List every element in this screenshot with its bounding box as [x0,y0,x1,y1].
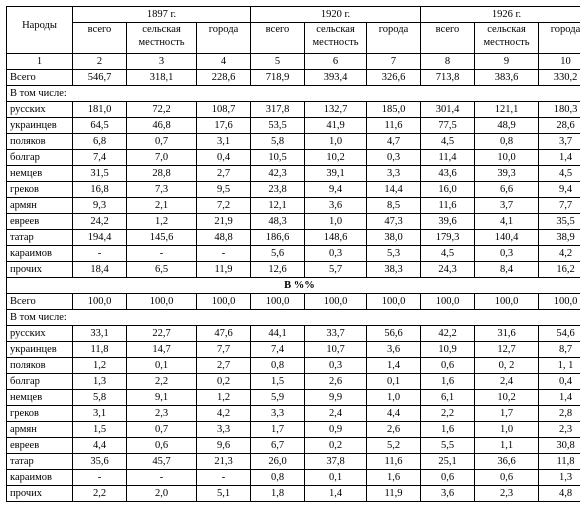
cell-value: 39,1 [305,166,367,182]
row-label: караимов [7,470,73,486]
cell-value: 2,8 [539,406,580,422]
cell-value: 31,5 [73,166,127,182]
cell-value: 11,8 [539,454,580,470]
cell-value: 0,6 [127,438,197,454]
cell-value: 10,2 [475,390,539,406]
row-label: немцев [7,166,73,182]
cell-value: 0,1 [367,374,421,390]
cell-value: 10,9 [421,342,475,358]
cell-value: 3,6 [367,342,421,358]
cell-value: 7,7 [197,342,251,358]
cell-value: 17,6 [197,118,251,134]
section-title-text: В %% [7,278,580,294]
table-row [7,326,580,342]
cell-value: 148,6 [305,230,367,246]
subhead-row-text: В том числе: [7,86,580,102]
cell-value: 140,4 [475,230,539,246]
cell-value: 1,6 [367,470,421,486]
cell-value: 145,6 [127,230,197,246]
header-row-column-numbers [7,54,580,70]
row-label: немцев [7,390,73,406]
subhead-row [7,86,580,102]
table-row [7,118,580,134]
cell-value: 9,4 [539,182,580,198]
cell-value: 186,6 [251,230,305,246]
cell-value: 326,6 [367,70,421,86]
cell-value: 5,1 [197,486,251,502]
cell-value: 1,4 [539,390,580,406]
row-label: русских [7,102,73,118]
cell-value: 5,3 [367,246,421,262]
cell-value: 100,0 [127,294,197,310]
cell-value: 132,7 [305,102,367,118]
cell-value: 100,0 [539,294,580,310]
cell-value: 2,6 [367,422,421,438]
table-row [7,134,580,150]
cell-value: 100,0 [73,294,127,310]
subheader-rural: сельская местность [127,23,197,54]
cell-value: 7,3 [127,182,197,198]
row-label: украинцев [7,118,73,134]
table-row [7,374,580,390]
cell-value: 39,3 [475,166,539,182]
cell-value: 38,9 [539,230,580,246]
cell-value: 4,2 [197,406,251,422]
table-row [7,262,580,278]
cell-value: 4,5 [539,166,580,182]
cell-value: 38,3 [367,262,421,278]
cell-value: 301,4 [421,102,475,118]
cell-value: - [127,246,197,262]
cell-value: 1,2 [73,358,127,374]
cell-value: 6,5 [127,262,197,278]
cell-value: 194,4 [73,230,127,246]
cell-value: 24,3 [421,262,475,278]
table-row [7,390,580,406]
cell-value: 18,4 [73,262,127,278]
cell-value: 2,3 [539,422,580,438]
cell-value: 108,7 [197,102,251,118]
cell-value: 21,9 [197,214,251,230]
cell-value: 0,9 [305,422,367,438]
cell-value: 2,7 [197,166,251,182]
cell-value: 0,3 [305,246,367,262]
cell-value: 72,2 [127,102,197,118]
cell-value: 0,4 [539,374,580,390]
cell-value: 24,2 [73,214,127,230]
cell-value: 4,7 [367,134,421,150]
table-row [7,150,580,166]
cell-value: 47,3 [367,214,421,230]
column-number: 5 [251,54,305,70]
cell-value: 3,7 [475,198,539,214]
cell-value: 185,0 [367,102,421,118]
table-row [7,342,580,358]
cell-value: 44,1 [251,326,305,342]
cell-value: 100,0 [367,294,421,310]
cell-value: 9,5 [197,182,251,198]
cell-value: 42,2 [421,326,475,342]
subheader-urban: города [197,23,251,54]
cell-value: 1, 1 [539,358,580,374]
subheader-urban: города [367,23,421,54]
cell-value: 5,9 [251,390,305,406]
table-row [7,486,580,502]
cell-value: 0,6 [475,470,539,486]
column-number: 7 [367,54,421,70]
cell-value: 0,1 [305,470,367,486]
cell-value: 25,1 [421,454,475,470]
cell-value: 2,6 [305,374,367,390]
row-label: прочих [7,262,73,278]
total-row [7,70,580,86]
cell-value: 0,6 [421,358,475,374]
cell-value: 41,9 [305,118,367,134]
row-label: украинцев [7,342,73,358]
cell-value: 1,7 [475,406,539,422]
cell-value: 1,3 [539,470,580,486]
cell-value: 36,6 [475,454,539,470]
cell-value: 12,7 [475,342,539,358]
table-row [7,182,580,198]
row-label: татар [7,230,73,246]
cell-value: 4,2 [539,246,580,262]
row-label: поляков [7,358,73,374]
header-row-subheaders [7,23,580,54]
cell-value: 28,6 [539,118,580,134]
cell-value: 383,6 [475,70,539,86]
table-row [7,422,580,438]
cell-value: 1,4 [305,486,367,502]
cell-value: 4,5 [421,246,475,262]
cell-value: 48,3 [251,214,305,230]
cell-value: 5,8 [73,390,127,406]
row-label: евреев [7,214,73,230]
cell-value: 1,2 [197,390,251,406]
cell-value: 9,6 [197,438,251,454]
cell-value: 38,0 [367,230,421,246]
cell-value: 0,1 [127,358,197,374]
cell-value: 33,7 [305,326,367,342]
cell-value: - [197,246,251,262]
cell-value: 2,3 [475,486,539,502]
cell-value: - [73,470,127,486]
cell-value: 0,7 [127,422,197,438]
table-row [7,454,580,470]
cell-value: 3,3 [251,406,305,422]
cell-value: 37,8 [305,454,367,470]
subheader-rural: сельская местность [475,23,539,54]
cell-value: 10,2 [305,150,367,166]
row-label: болгар [7,150,73,166]
year-header-1897: 1897 г. [73,7,251,23]
cell-value: 7,4 [251,342,305,358]
cell-value: 9,9 [305,390,367,406]
total-row [7,294,580,310]
cell-value: 1,1 [475,438,539,454]
cell-value: 1,0 [305,134,367,150]
cell-value: 9,4 [305,182,367,198]
cell-value: 3,1 [73,406,127,422]
cell-value: 7,7 [539,198,580,214]
table-row [7,406,580,422]
cell-value: 77,5 [421,118,475,134]
row-label: поляков [7,134,73,150]
cell-value: 5,6 [251,246,305,262]
row-label: Всего [7,294,73,310]
cell-value: 2,0 [127,486,197,502]
cell-value: 2,1 [127,198,197,214]
cell-value: 4,4 [73,438,127,454]
cell-value: 1,8 [251,486,305,502]
cell-value: 100,0 [421,294,475,310]
column-number: 6 [305,54,367,70]
cell-value: 3,3 [367,166,421,182]
cell-value: 64,5 [73,118,127,134]
cell-value: 0,6 [421,470,475,486]
cell-value: 11,9 [197,262,251,278]
cell-value: 11,9 [367,486,421,502]
table-row [7,230,580,246]
population-table [6,6,580,502]
cell-value: 713,8 [421,70,475,86]
subhead-row [7,310,580,326]
cell-value: 22,7 [127,326,197,342]
section-title [7,278,580,294]
cell-value: 1,4 [367,358,421,374]
cell-value: 1,6 [421,422,475,438]
cell-value: 0,8 [251,470,305,486]
cell-value: 1,6 [421,374,475,390]
cell-value: 3,6 [305,198,367,214]
peoples-header: Народы [7,7,73,54]
cell-value: 11,4 [421,150,475,166]
cell-value: 14,7 [127,342,197,358]
row-label: Всего [7,70,73,86]
row-label: армян [7,422,73,438]
column-number: 2 [73,54,127,70]
table-row [7,246,580,262]
cell-value: 393,4 [305,70,367,86]
column-number: 8 [421,54,475,70]
subheader-total: всего [421,23,475,54]
cell-value: 2,2 [127,374,197,390]
cell-value: 2,2 [421,406,475,422]
cell-value: 4,5 [421,134,475,150]
cell-value: 53,5 [251,118,305,134]
cell-value: 8,4 [475,262,539,278]
table-row [7,214,580,230]
column-number: 1 [7,54,73,70]
cell-value: 0,3 [305,358,367,374]
cell-value: 2,2 [73,486,127,502]
cell-value: 11,6 [367,118,421,134]
cell-value: 1,7 [251,422,305,438]
cell-value: 179,3 [421,230,475,246]
cell-value: 42,3 [251,166,305,182]
subheader-rural: сельская местность [305,23,367,54]
cell-value: 7,0 [127,150,197,166]
row-label: армян [7,198,73,214]
row-label: прочих [7,486,73,502]
cell-value: 16,8 [73,182,127,198]
cell-value: 16,2 [539,262,580,278]
cell-value: 6,6 [475,182,539,198]
cell-value: 10,0 [475,150,539,166]
cell-value: 45,7 [127,454,197,470]
cell-value: 3,7 [539,134,580,150]
cell-value: 31,6 [475,326,539,342]
cell-value: 23,8 [251,182,305,198]
cell-value: 0,3 [367,150,421,166]
cell-value: 2,7 [197,358,251,374]
cell-value: 180,3 [539,102,580,118]
subheader-total: всего [251,23,305,54]
cell-value: 1,0 [475,422,539,438]
cell-value: 1,4 [539,150,580,166]
cell-value: 6,7 [251,438,305,454]
cell-value: 5,8 [251,134,305,150]
cell-value: 0,3 [475,246,539,262]
cell-value: 3,6 [421,486,475,502]
cell-value: 1,5 [251,374,305,390]
cell-value: 1,5 [73,422,127,438]
cell-value: - [73,246,127,262]
cell-value: 0,2 [197,374,251,390]
cell-value: 317,8 [251,102,305,118]
cell-value: 56,6 [367,326,421,342]
cell-value: 318,1 [127,70,197,86]
cell-value: 10,7 [305,342,367,358]
cell-value: 11,6 [421,198,475,214]
cell-value: 181,0 [73,102,127,118]
cell-value: 228,6 [197,70,251,86]
cell-value: 12,1 [251,198,305,214]
table-body [7,7,580,502]
cell-value: 8,5 [367,198,421,214]
cell-value: 2,4 [305,406,367,422]
table-row [7,470,580,486]
cell-value: 6,8 [73,134,127,150]
cell-value: 35,5 [539,214,580,230]
cell-value: 0,2 [305,438,367,454]
cell-value: - [127,470,197,486]
cell-value: 1,0 [305,214,367,230]
row-label: караимов [7,246,73,262]
cell-value: 718,9 [251,70,305,86]
table-row [7,358,580,374]
subhead-row-text: В том числе: [7,310,580,326]
table-row [7,166,580,182]
cell-value: 26,0 [251,454,305,470]
cell-value: - [197,470,251,486]
cell-value: 121,1 [475,102,539,118]
cell-value: 12,6 [251,262,305,278]
cell-value: 10,5 [251,150,305,166]
column-number: 9 [475,54,539,70]
subheader-total: всего [73,23,127,54]
cell-value: 2,3 [127,406,197,422]
cell-value: 2,4 [475,374,539,390]
subheader-urban: города [539,23,580,54]
cell-value: 4,1 [475,214,539,230]
cell-value: 5,2 [367,438,421,454]
cell-value: 54,6 [539,326,580,342]
column-number: 10 [539,54,580,70]
cell-value: 6,1 [421,390,475,406]
cell-value: 16,0 [421,182,475,198]
cell-value: 4,4 [367,406,421,422]
cell-value: 14,4 [367,182,421,198]
row-label: русских [7,326,73,342]
cell-value: 7,2 [197,198,251,214]
cell-value: 100,0 [305,294,367,310]
cell-value: 3,3 [197,422,251,438]
cell-value: 28,8 [127,166,197,182]
cell-value: 0,8 [475,134,539,150]
cell-value: 0,7 [127,134,197,150]
cell-value: 3,1 [197,134,251,150]
cell-value: 33,1 [73,326,127,342]
cell-value: 7,4 [73,150,127,166]
cell-value: 9,3 [73,198,127,214]
cell-value: 30,8 [539,438,580,454]
year-header-1920: 1920 г. [251,7,421,23]
cell-value: 35,6 [73,454,127,470]
cell-value: 546,7 [73,70,127,86]
cell-value: 48,9 [475,118,539,134]
table-row [7,102,580,118]
cell-value: 100,0 [475,294,539,310]
row-label: болгар [7,374,73,390]
cell-value: 100,0 [197,294,251,310]
cell-value: 0,8 [251,358,305,374]
cell-value: 0,4 [197,150,251,166]
cell-value: 5,5 [421,438,475,454]
cell-value: 1,3 [73,374,127,390]
cell-value: 4,8 [539,486,580,502]
cell-value: 1,2 [127,214,197,230]
cell-value: 1,0 [367,390,421,406]
row-label: татар [7,454,73,470]
cell-value: 5,7 [305,262,367,278]
cell-value: 100,0 [251,294,305,310]
header-row-years [7,7,580,23]
year-header-1926: 1926 г. [421,7,580,23]
row-label: евреев [7,438,73,454]
cell-value: 39,6 [421,214,475,230]
table-row [7,198,580,214]
cell-value: 43,6 [421,166,475,182]
row-label: греков [7,182,73,198]
cell-value: 46,8 [127,118,197,134]
cell-value: 47,6 [197,326,251,342]
cell-value: 8,7 [539,342,580,358]
cell-value: 11,8 [73,342,127,358]
table-row [7,438,580,454]
row-label: греков [7,406,73,422]
cell-value: 330,2 [539,70,580,86]
cell-value: 11,6 [367,454,421,470]
cell-value: 9,1 [127,390,197,406]
column-number: 3 [127,54,197,70]
cell-value: 0, 2 [475,358,539,374]
cell-value: 48,8 [197,230,251,246]
column-number: 4 [197,54,251,70]
cell-value: 21,3 [197,454,251,470]
